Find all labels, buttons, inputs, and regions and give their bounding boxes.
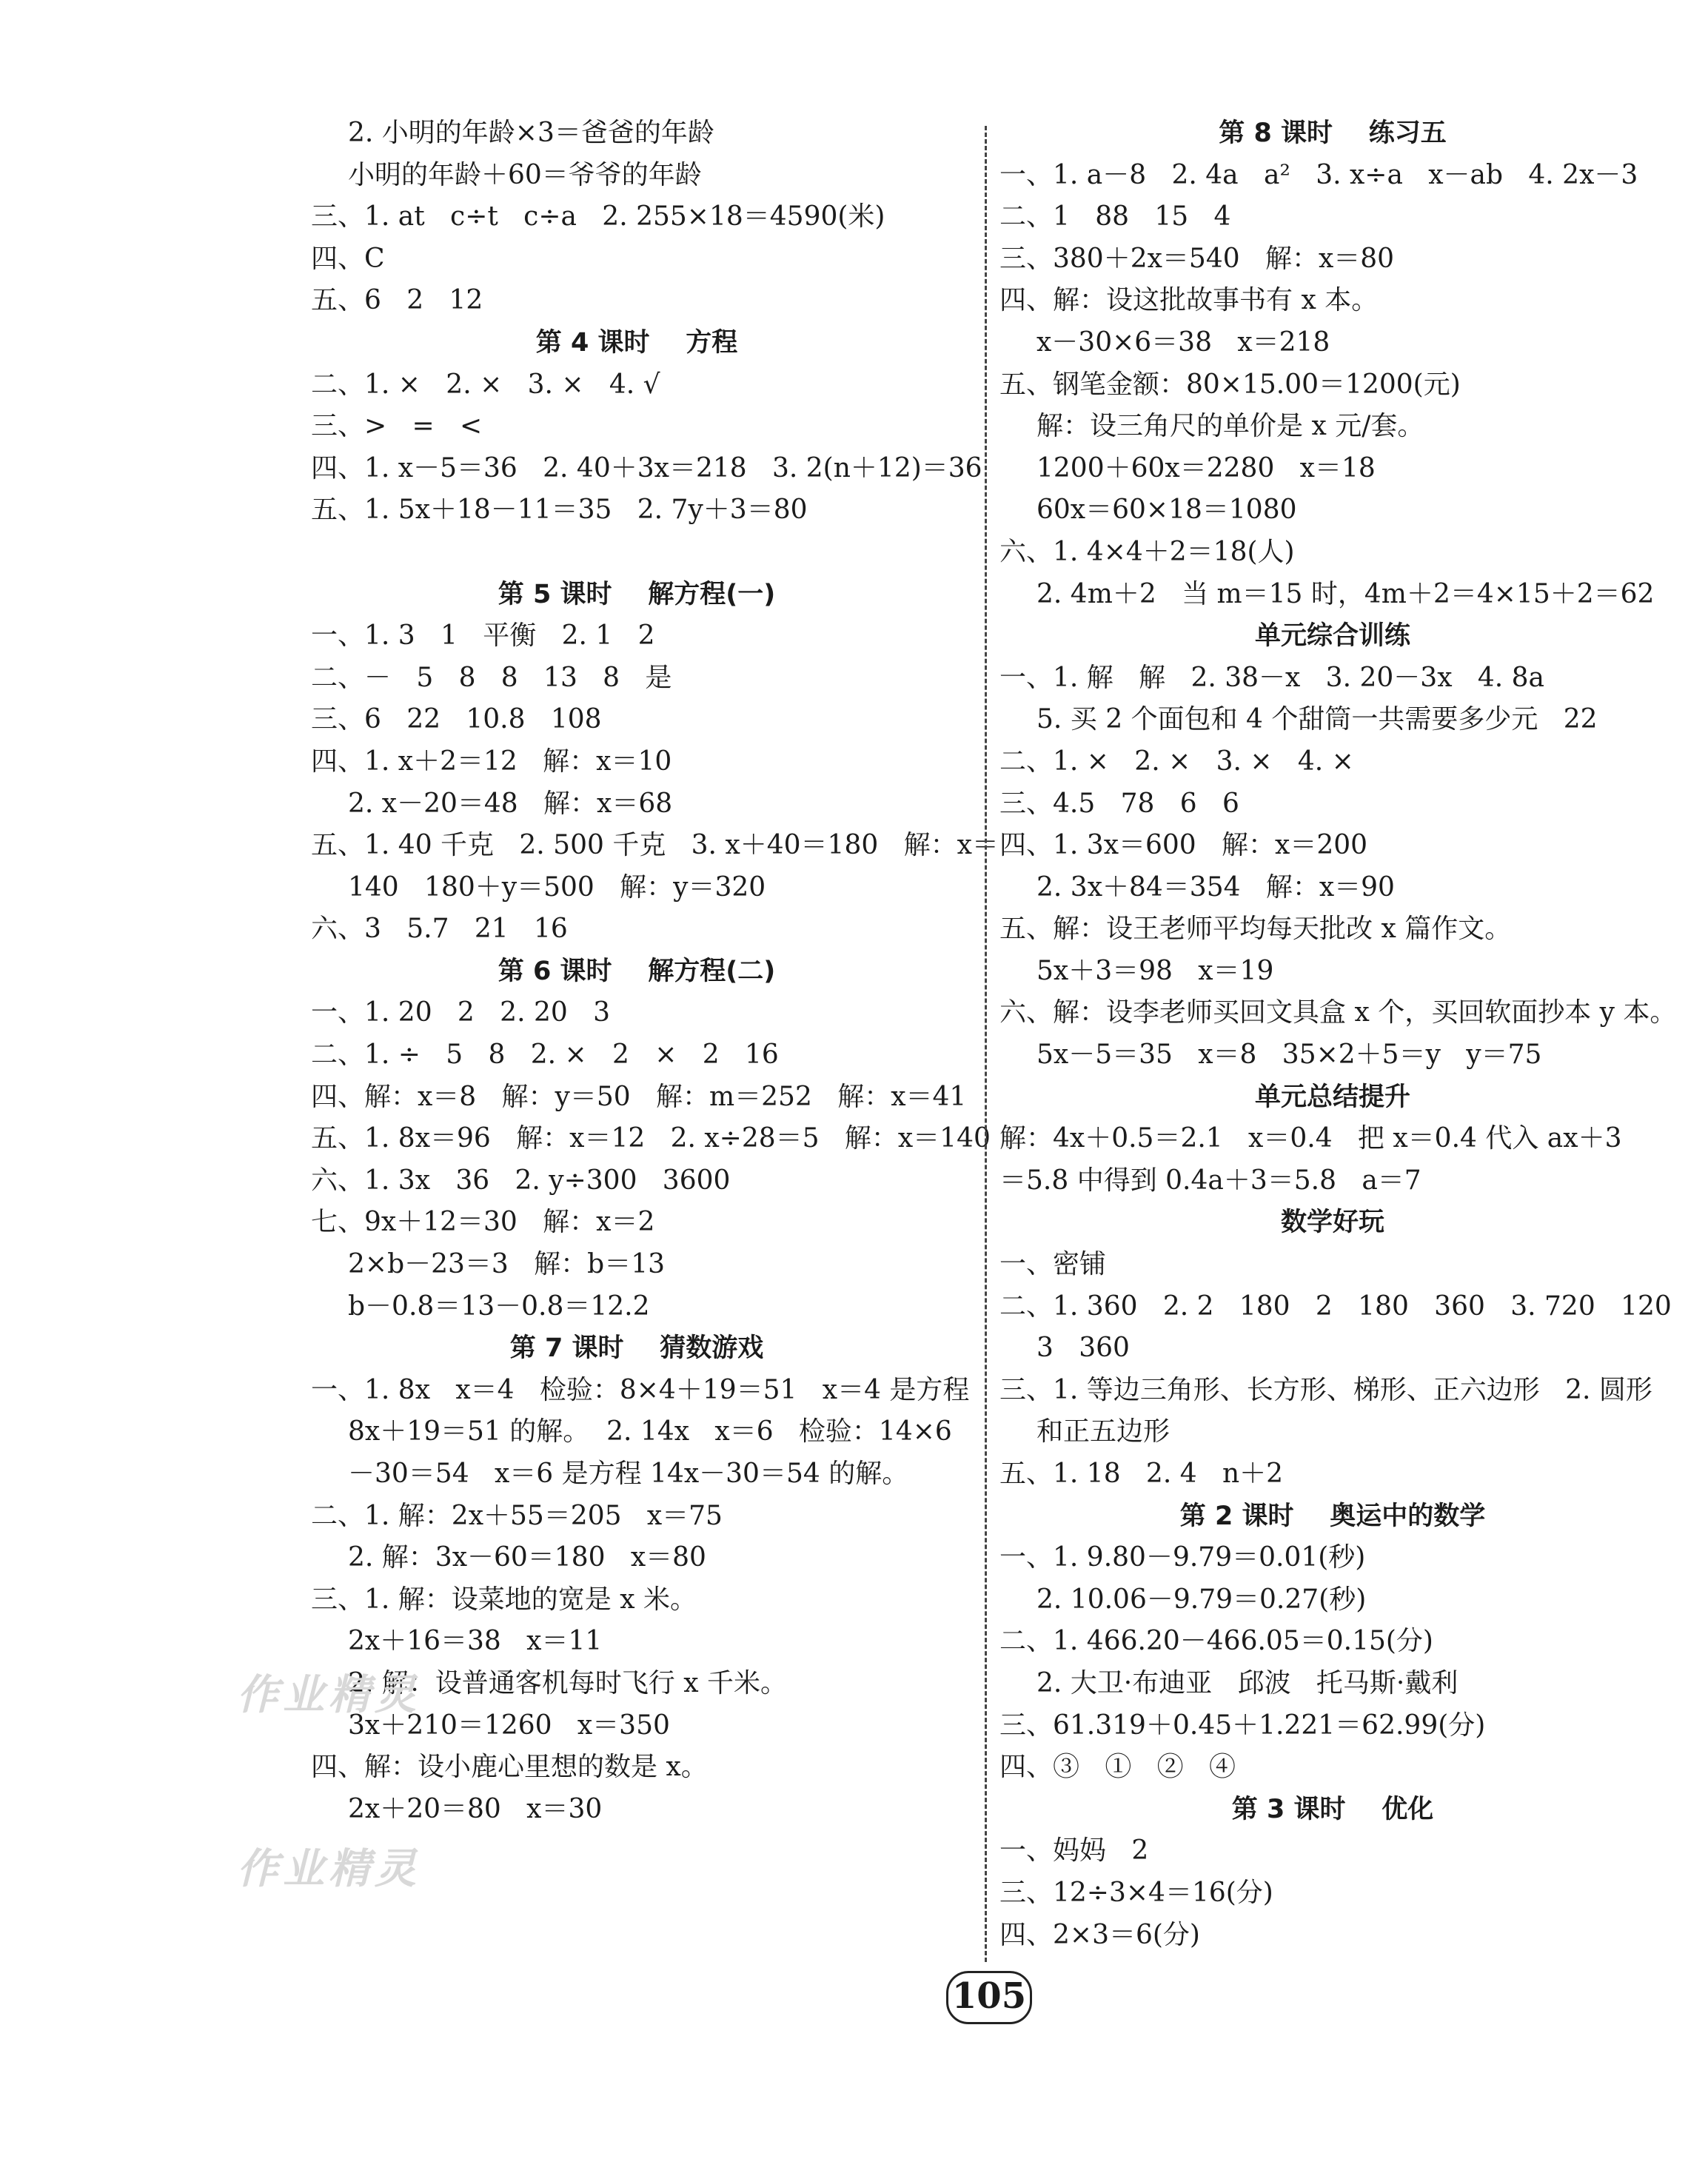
answer-line: 三、12÷3×4＝16(分) [999,1877,1273,1908]
answer-line: 140 180＋y＝500 解：y＝320 [348,871,766,903]
answer-line: 六、3 5.7 21 16 [311,914,568,945]
answer-line: 四、解：x＝8 解：y＝50 解：m＝252 解：x＝41 [311,1081,967,1112]
answer-line: 三、1. at c÷t c÷a 2. 255×18＝4590(米) [311,201,885,232]
answer-line: 三、61.319＋0.45＋1.221＝62.99(分) [999,1710,1486,1741]
answer-line: 四、1. x＋2＝12 解：x＝10 [311,746,672,777]
answer-line: 解：设三角尺的单价是 x 元/套。 [1036,411,1424,442]
answer-line: 1200＋60x＝2280 x＝18 [1036,452,1376,483]
column-divider [985,126,987,1962]
answer-line: 四、C [311,243,385,274]
answer-line: 一、1. 3 1 平衡 2. 1 2 [311,620,655,652]
answer-line: 五、1. 18 2. 4 n＋2 [999,1459,1284,1489]
answer-line: 二、－ 5 8 8 13 8 是 [311,662,672,693]
spacer [311,532,962,574]
answer-line: 小明的年龄＋60＝爷爷的年龄 [348,159,702,190]
answer-line: 2. x－20＝48 解：x＝68 [348,788,673,819]
answer-line: 2×b－23＝3 解：b＝13 [348,1249,666,1280]
answer-line: 一、1. a－8 2. 4a a² 3. x÷a x－ab 4. 2x－3 [999,159,1638,190]
answer-line: 三、1. 解：设菜地的宽是 x 米。 [311,1584,697,1615]
answer-line: 二、1. 解：2x＋55＝205 x＝75 [311,1500,723,1531]
section-heading: 单元综合训练 [1254,621,1410,652]
answer-line: 一、妈妈 2 [999,1835,1149,1867]
answer-line: 四、2×3＝6(分) [999,1919,1200,1950]
answer-line: 六、1. 4×4＋2＝18(人) [999,536,1295,567]
answer-line: 三、4.5 78 6 6 [999,788,1239,819]
section-heading: 第 7 课时 猜数游戏 [509,1333,764,1364]
answer-line: 一、1. 20 2 2. 20 3 [311,997,610,1028]
answer-line: 二、1. 360 2. 2 180 2 180 360 3. 720 120 [999,1290,1672,1322]
answer-line: 2. 大卫·布迪亚 邱波 托马斯·戴利 [1036,1667,1459,1698]
answer-line: 2. 解：3x－60＝180 x＝80 [348,1542,706,1573]
answer-line: 六、1. 3x 36 2. y÷300 3600 [311,1165,731,1196]
answer-line: 四、1. 3x＝600 解：x＝200 [999,830,1368,861]
answer-line: 四、1. x－5＝36 2. 40＋3x＝218 3. 2(n＋12)＝36 [311,452,982,483]
left-column [311,113,999,1830]
answer-line: 2x＋16＝38 x＝11 [348,1626,603,1657]
answer-line: 五、钢笔金额：80×15.00＝1200(元) [999,369,1461,400]
answer-line: 一、1. 9.80－9.79＝0.01(秒) [999,1542,1366,1573]
answer-line: 六、解：设李老师买回文具盒 x 个，买回软面抄本 y 本。 [999,997,1677,1028]
answer-line: 一、1. 8x x＝4 检验：8×4＋19＝51 x＝4 是方程 [311,1374,970,1405]
answer-line: 五、1. 8x＝96 解：x＝12 2. x÷28＝5 解：x＝140 [311,1123,991,1154]
answer-line: 2. 小明的年龄×3＝爸爸的年龄 [348,118,714,148]
answer-line: 2. 3x＋84＝354 解：x＝90 [1036,871,1395,903]
answer-line: ＝5.8 中得到 0.4a＋3＝5.8 a＝7 [999,1165,1421,1196]
section-heading: 第 8 课时 练习五 [1219,118,1447,148]
answer-line: 解：4x＋0.5＝2.1 x＝0.4 把 x＝0.4 代入 ax＋3 [999,1123,1622,1154]
answer-line: 五、解：设王老师平均每天批改 x 篇作文。 [999,914,1512,945]
answer-line: 三、1. 等边三角形、长方形、梯形、正六边形 2. 圆形 [999,1374,1652,1405]
answer-line: 三、6 22 10.8 108 [311,704,602,735]
watermark: 作业精灵 [237,1671,421,1719]
answer-line: 二、1 88 15 4 [999,201,1231,232]
section-heading: 第 6 课时 解方程(二) [498,956,776,986]
answer-line: 5x＋3＝98 x＝19 [1036,955,1274,986]
answer-line: 五、1. 40 千克 2. 500 千克 3. x＋40＝180 解：x＝ [311,830,999,861]
answer-line: 5. 买 2 个面包和 4 个甜筒一共需要多少元 22 [1036,704,1598,735]
answer-line: 2x＋20＝80 x＝30 [348,1793,603,1824]
answer-line: 和正五边形 [1036,1416,1171,1447]
answer-line: 二、1. 466.20－466.05＝0.15(分) [999,1626,1433,1657]
answer-line: 五、6 2 12 [311,285,483,316]
section-heading: 第 3 课时 优化 [1231,1794,1434,1824]
answer-line: 二、1. × 2. × 3. × 4. × [999,746,1354,777]
answer-line: 三、380＋2x＝540 解：x＝80 [999,243,1395,274]
answer-line: 8x＋19＝51 的解。 2. 14x x＝6 检验：14×6 [348,1416,952,1447]
section-heading: 第 5 课时 解方程(一) [498,579,776,609]
answer-line: 五、1. 5x＋18－11＝35 2. 7y＋3＝80 [311,495,808,526]
answer-line: 四、解：设这批故事书有 x 本。 [999,285,1379,316]
answer-line: 一、1. 解 解 2. 38－x 3. 20－3x 4. 8a [999,662,1544,693]
watermark: 作业精灵 [237,1845,421,1893]
answer-line: 四、解：设小鹿心里想的数是 x。 [311,1752,708,1783]
answer-line: x－30×6＝38 x＝218 [1036,327,1330,358]
section-heading: 数学好玩 [1280,1208,1384,1238]
answer-line: 七、9x＋12＝30 解：x＝2 [311,1207,655,1238]
answer-line: 60x＝60×18＝1080 [1036,495,1297,526]
answer-line: b－0.8＝13－0.8＝12.2 [348,1290,650,1322]
section-heading: 第 2 课时 奥运中的数学 [1179,1501,1486,1531]
answer-line: 3x＋210＝1260 x＝350 [348,1710,670,1741]
answer-line: 3 360 [1036,1333,1130,1364]
answer-line: 5x－5＝35 x＝8 35×2＋5＝y y＝75 [1036,1040,1542,1071]
answer-line: 2. 解：设普通客机每时飞行 x 千米。 [348,1667,787,1698]
section-heading: 第 4 课时 方程 [535,327,738,358]
right-column [999,113,1677,1956]
answer-line: 二、1. × 2. × 3. × 4. √ [311,369,660,400]
answer-line: 2. 10.06－9.79＝0.27(秒) [1036,1584,1367,1615]
answer-line: 2. 4m＋2 当 m＝15 时，4m＋2＝4×15＋2＝62 [1036,578,1655,609]
answer-line: 三、> = < [311,411,483,442]
section-heading: 单元总结提升 [1254,1082,1410,1112]
answer-line: 四、③ ① ② ④ [999,1752,1236,1783]
answer-line: 一、密铺 [999,1249,1107,1280]
answer-line: －30＝54 x＝6 是方程 14x－30＝54 的解。 [348,1459,909,1489]
page-number: 105 [946,1971,1032,2024]
answer-line: 二、1. ÷ 5 8 2. × 2 × 2 16 [311,1040,779,1071]
